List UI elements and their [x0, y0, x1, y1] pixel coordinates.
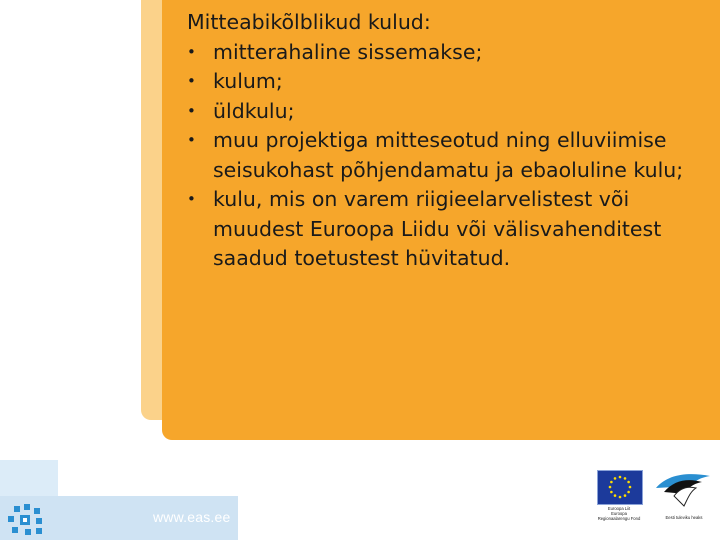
bullet-list [187, 38, 712, 274]
bullet-marker: • [187, 101, 196, 120]
slide-content [187, 8, 712, 274]
list-item-text: muu projektiga mitteseotud ning elluviimise seisukohast põhjendamatu ja ebaoluline kulu; [213, 128, 684, 182]
eu-logo-caption [593, 507, 645, 521]
eu-caption-line: Regionaalarengu Fond [597, 515, 641, 521]
eas-star-logo-icon [0, 496, 50, 540]
estonia-logo-caption: Eesti tuleviku heaks [665, 515, 703, 520]
list-item [187, 185, 712, 274]
list-item [187, 67, 712, 97]
bullet-marker: • [187, 131, 196, 149]
website-url[interactable]: www.eas.ee [153, 509, 231, 525]
list-item-text: mitterahaline sissemakse; [213, 39, 483, 64]
estonian-swallow-logo-icon [654, 470, 714, 510]
eu-caption-line: Euroopa Liit [607, 506, 631, 511]
slide-heading: Mitteabikõlblikud kulud: [187, 10, 431, 34]
eu-flag-icon [597, 470, 643, 505]
bullet-marker: • [187, 72, 196, 90]
estonia-logo [654, 470, 714, 525]
list-item [187, 126, 712, 185]
bullet-marker: • [187, 190, 196, 208]
eu-caption-line: Euroopa [611, 510, 627, 516]
list-item-text: üldkulu; [213, 98, 295, 123]
bullet-marker: • [187, 42, 196, 61]
list-item-text: kulu, mis on varem riigieelarvelistest või muudest Euroopa Liidu või välisvahenditest saadud toetustest hüvitatud. [213, 187, 662, 270]
list-item [187, 97, 712, 127]
eu-logo [593, 470, 645, 525]
list-item-text: kulum; [213, 69, 283, 93]
list-item [187, 38, 712, 68]
